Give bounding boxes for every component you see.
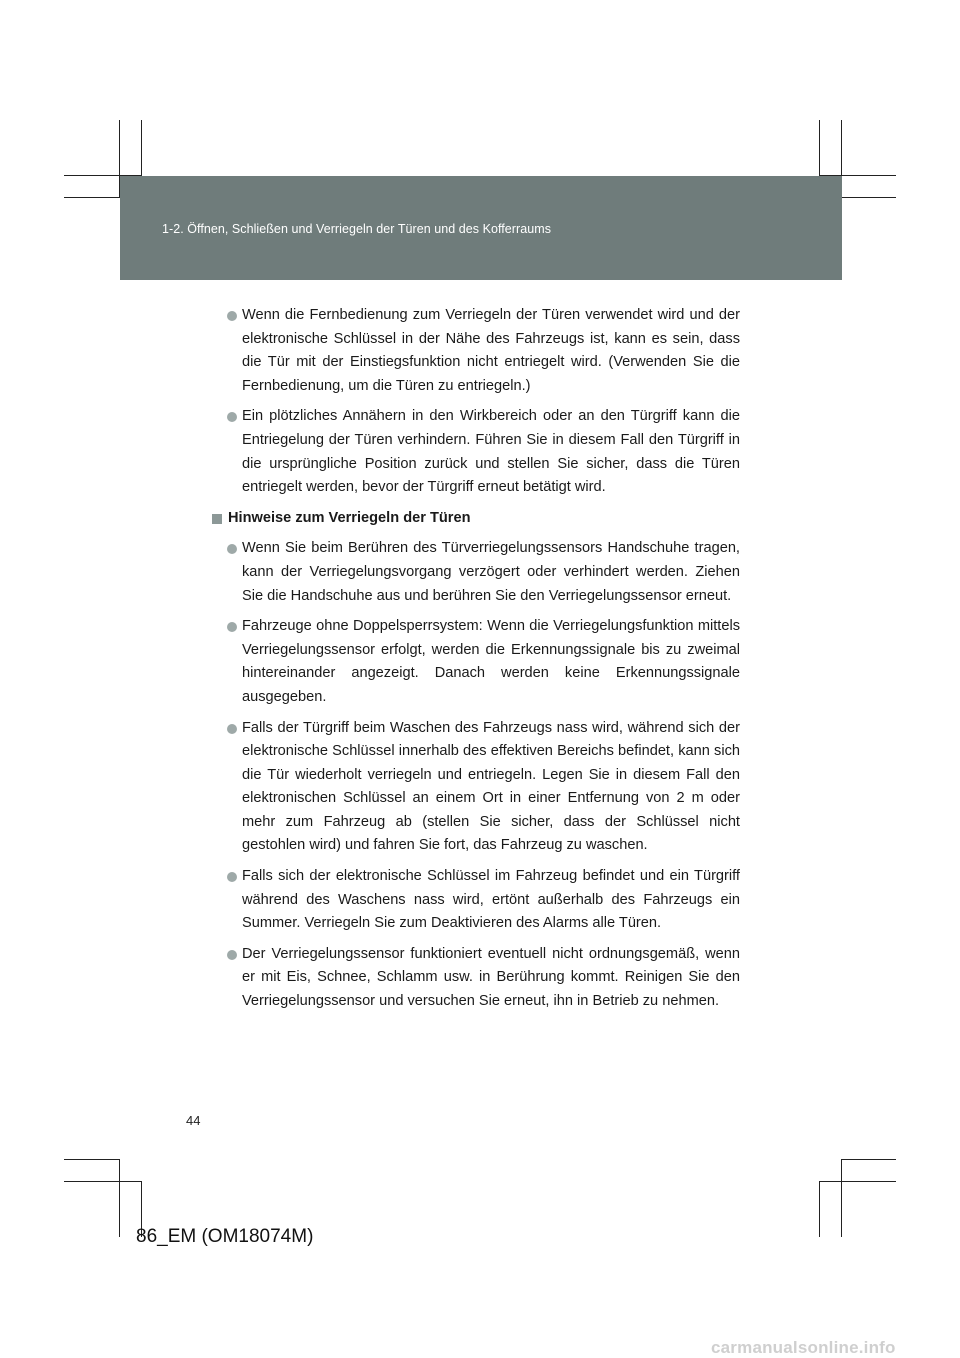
bullet-dot-icon bbox=[227, 950, 237, 960]
page-number: 44 bbox=[186, 1113, 201, 1128]
bullet-dot-icon bbox=[227, 412, 237, 422]
bullet-text: Der Verriegelungssensor funktioniert eventuell nicht ordnungsgemäß, wenn er mit Eis, Schnee, Schlamm usw. in Berührung kommt. Reinigen Sie den Verriegelungssensor und versuchen Sie erneut, ihn in Betrieb zu nehmen. bbox=[242, 945, 740, 1010]
crop-mark-top-left-h2 bbox=[64, 197, 120, 198]
bullet-item bbox=[212, 615, 740, 709]
bullet-text: Wenn Sie beim Berühren des Türverriegelungssensors Handschuhe tragen, kann der Verriegelungsvorgang verzögert oder verhindert werden. Ziehen Sie die Handschuhe aus und berühren Sie den Verriegelungssensor erneut. bbox=[242, 540, 740, 604]
crop-mark-top-right-v bbox=[819, 120, 820, 176]
bullet-dot-icon bbox=[227, 622, 237, 632]
bullet-item bbox=[212, 717, 740, 859]
bullet-dot-icon bbox=[227, 311, 237, 321]
crop-mark-top-left-v2 bbox=[141, 120, 142, 176]
bullet-item bbox=[212, 865, 740, 936]
subheading bbox=[212, 507, 740, 531]
crop-mark-bottom-left-h2 bbox=[64, 1181, 142, 1182]
crop-mark-bottom-right-v2 bbox=[819, 1181, 820, 1237]
crop-mark-bottom-right-h2 bbox=[820, 1181, 896, 1182]
section-title: 1-2. Öffnen, Schließen und Verriegeln der Türen und des Kofferraums bbox=[162, 222, 551, 236]
bullet-item bbox=[212, 304, 740, 398]
bullet-text: Falls der Türgriff beim Waschen des Fahrzeugs nass wird, während sich der elektronische Schlüssel innerhalb des effektiven Bereichs befindet, kann sich die Tür wiederholt verriegeln und entriegeln. Legen Sie in diesem Fall den elektronischen Schlüssel an einem Ort in einer Entfernung von 2 m oder mehr zum Fahrzeug ab (stellen Sie sicher, dass der Schlüssel nicht gestohlen wird) und fahren Sie fort, das Fahrzeug zu waschen. bbox=[242, 719, 740, 854]
bullet-dot-icon bbox=[227, 872, 237, 882]
bullet-text: Falls sich der elektronische Schlüssel im Fahrzeug befindet und ein Türgriff während des Waschens nass wird, ertönt außerhalb des Fahrzeugs ein Summer. Verriegeln Sie zum Deaktivieren des Alarms alle Türen. bbox=[242, 868, 740, 932]
bullet-dot-icon bbox=[227, 544, 237, 554]
section-header-band bbox=[120, 176, 842, 280]
crop-mark-bottom-left-h bbox=[64, 1159, 120, 1160]
crop-mark-bottom-left-v bbox=[119, 1159, 120, 1237]
bullet-item bbox=[212, 537, 740, 608]
watermark: carmanualsonline.info bbox=[711, 1338, 896, 1357]
square-marker-icon bbox=[212, 514, 222, 524]
bullet-text: Ein plötzliches Annähern in den Wirkbereich oder an den Türgriff kann die Entriegelung der Türen verhindern. Führen Sie in diesem Fall den Türgriff in die ursprüngliche Position zurück und stellen Sie sicher, dass die Türen entriegelt werden, bevor der Türgriff erneut betätigt wird. bbox=[242, 408, 740, 496]
bullet-text: Wenn die Fernbedienung zum Verriegeln der Türen verwendet wird und der elektronische Schlüssel in der Nähe des Fahrzeugs ist, kann es sein, dass die Tür mit der Einstiegsfunktion nicht entriegelt wird. (Verwenden Sie die Fernbedienung, um die Türen zu entriegeln.) bbox=[242, 307, 740, 394]
document-code: 86_EM (OM18074M) bbox=[136, 1226, 314, 1247]
bullet-dot-icon bbox=[227, 724, 237, 734]
page-content bbox=[212, 304, 740, 1021]
bullet-item bbox=[212, 943, 740, 1014]
crop-mark-top-right-h2 bbox=[842, 197, 896, 198]
crop-mark-bottom-right-v bbox=[841, 1159, 842, 1237]
subheading-text: Hinweise zum Verriegeln der Türen bbox=[228, 509, 471, 526]
bullet-text: Fahrzeuge ohne Doppelsperrsystem: Wenn die Verriegelungsfunktion mittels Verriegelungssensor erfolgt, werden die Erkennungssignale bis zu zweimal hintereinander angezeigt. Danach werden keine Erkennungssignale ausgegeben. bbox=[242, 618, 740, 705]
bullet-item bbox=[212, 405, 740, 499]
crop-mark-bottom-right-h bbox=[842, 1159, 896, 1160]
